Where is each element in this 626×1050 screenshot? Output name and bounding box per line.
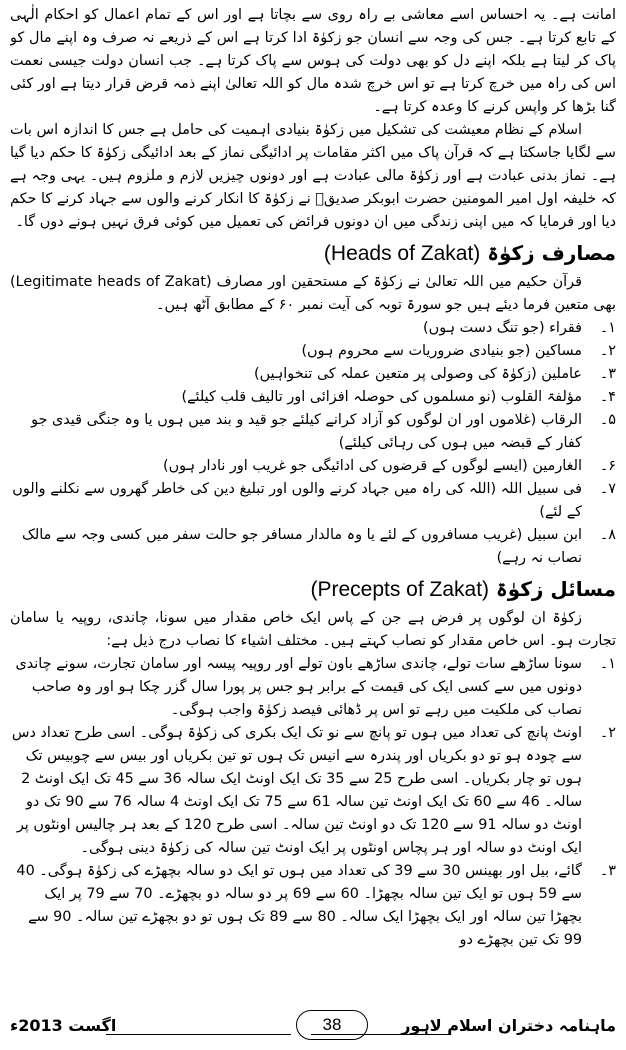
- heads-list: [10, 317, 616, 570]
- list-number: ۷۔: [599, 481, 616, 497]
- list-item: [10, 722, 616, 860]
- list-number: ۶۔: [599, 458, 616, 474]
- list-text: گائے، بیل اور بھینس 30 سے 39 کی تعداد میں ہوں تو ایک دو سالہ بچھڑے کی زکوٰۃ ہوگی۔ 40 سے 59 ہوں تو ایک تین سالہ بچھڑا۔ 60 سے 69 پر دو سالہ دو بچھڑے۔ 70 سے 79 پر ایک بچھڑا تین سالہ اور ایک بچھڑا ایک سالہ۔ 80 سے 89 تک ہوں تو دو بچھڑے تین سالہ۔ 90 سے 99 تک تین بچھڑے دو: [16, 863, 582, 948]
- list-number: ۲۔: [599, 343, 616, 359]
- list-text: سونا ساڑھے سات تولے، چاندی ساڑھے باون تولے اور روپیہ پیسہ اور سامان تجارت، سونے چاندی دونوں میں سے کسی ایک کی قیمت کے برابر ہو جس پر پورا سال گزر چکا ہو اور وہ صاحب نصاب کی ملکیت میں رہے تو اس پر ڈھائی فیصد زکوٰۃ واجب ہوگی۔: [15, 656, 582, 718]
- heading-english: (Precepts of Zakat): [310, 578, 490, 601]
- page-footer: [10, 1004, 616, 1044]
- list-text: فی سبیل اللہ (اللہ کی راہ میں جہاد کرنے والوں اور تبلیغ دین کی خاطر گھروں سے نکلنے والوں کے لئے): [12, 481, 582, 520]
- heading-urdu: مسائل زکوٰۃ: [496, 577, 616, 601]
- heading-english: (Heads of Zakat): [323, 242, 481, 265]
- list-text: مؤلفۃ القلوب (نو مسلموں کی حوصلہ افزائی اور تالیف قلب کیلئے): [181, 389, 582, 405]
- list-text: الرقاب (غلاموں اور ان لوگوں کو آزاد کرانے کیلئے جو قید و بند میں ہوں یا وہ جنگی قیدی جو کفار کے قبضہ میں ہوں کی رہائی کیلئے): [31, 412, 582, 451]
- list-item: [10, 860, 616, 952]
- list-text: مساکین (جو بنیادی ضروریات سے محروم ہوں): [301, 343, 582, 359]
- article-page: [10, 4, 616, 1004]
- journal-name: ماہنامہ دختران اسلام لاہور: [401, 1016, 616, 1035]
- intro-paragraph: امانت ہے۔ یہ احساس اسے معاشی بے راہ روی سے بچاتا ہے اور اس کے تمام اعمال کو احکام الٰہی کے تابع کرتا ہے۔ جس کی وجہ سے انسان جو زکوٰۃ ادا کرتا ہے اس کے ذریعے نہ صرف وہ اپنے مال کو پاک کر لیتا ہے بلکہ اپنے دل کو بھی دولت کی ہوس سے پاک کرتا ہے۔ جب انسان دولت جیسی نعمت اس کی راہ میں خرچ کرتا ہے تو اس خرچ شدہ مال کو اللہ تعالیٰ اپنے ذمہ قرض قرار دیتا ہے اور کئی گنا بڑھا کر واپس کرنے کا وعدہ کرتا ہے۔: [10, 7, 616, 115]
- list-item: [10, 340, 616, 363]
- list-item: [10, 409, 616, 455]
- list-text: ابن سبیل (غریب مسافروں کے لئے یا وہ مالدار مسافر جو حالت سفر میں کسی وجہ سے مالک نصاب نہ رہے): [21, 527, 582, 566]
- heads-intro: قرآن حکیم میں اللہ تعالیٰ نے زکوٰۃ کے مستحقین اور مصارف (Legitimate heads of Zakat) بھی متعین فرما دیئے ہیں جو سورۃ توبہ کی آیت نمبر ۶۰ کے مطابق آٹھ ہیں۔: [10, 274, 616, 313]
- list-text: الغارمین (ایسے لوگوں کے قرضوں کی ادائیگی جو غریب اور نادار ہوں): [162, 458, 582, 474]
- list-number: ۲۔: [599, 725, 616, 741]
- precepts-intro: زکوٰۃ ان لوگوں پر فرض ہے جن کے پاس ایک خاص مقدار میں سونا، چاندی، روپیہ یا سامان تجارت ہو۔ اس خاص مقدار کو نصاب کہتے ہیں۔ مختلف اشیاء کا نصاب درج ذیل ہے:: [10, 610, 616, 649]
- list-item: [10, 363, 616, 386]
- intro-paragraph: اسلام کے نظام معیشت کی تشکیل میں زکوٰۃ بنیادی اہمیت کی حامل ہے جس کا اندازہ اس بات سے لگایا جاسکتا ہے کہ قرآن پاک میں اکثر مقامات پر ادائیگی نماز کے بعد ادائیگی زکوٰۃ کا حکم دیا گیا ہے۔ نماز بدنی عبادت ہے اور زکوٰۃ مالی عبادت ہے اور دونوں چیزیں لازم و ملزوم ہیں۔ یہی وجہ ہے کہ خلیفہ اول امیر المومنین حضرت ابوبکر صدیقؓ نے زکوٰۃ کا انکار کرنے والوں سے جہاد کرنے کا حکم دیا اور فرمایا کہ میں اپنی زندگی میں ان دونوں فرائض کی تعمیل میں کوئی فرق نہیں ہونے دوں گا۔: [10, 122, 616, 230]
- list-item: [10, 317, 616, 340]
- list-item: [10, 455, 616, 478]
- list-text: فقراء (جو تنگ دست ہوں): [423, 320, 582, 336]
- list-number: ۱۔: [599, 656, 616, 672]
- heading-urdu: مصارف زکوٰۃ: [487, 241, 616, 265]
- list-number: ۴۔: [599, 389, 616, 405]
- list-number: ۱۔: [599, 320, 616, 336]
- list-number: ۸۔: [599, 527, 616, 543]
- precepts-list: [10, 653, 616, 952]
- list-item: [10, 653, 616, 722]
- list-text: عاملین (زکوٰۃ کی وصولی پر متعین عملہ کی تنخواہیں): [253, 366, 582, 382]
- list-item: [10, 524, 616, 570]
- list-number: ۳۔: [599, 863, 616, 879]
- issue-date: اگست 2013ء: [10, 1016, 117, 1035]
- list-item: [10, 478, 616, 524]
- list-item: [10, 386, 616, 409]
- list-number: ۵۔: [599, 412, 616, 428]
- page-number: 38: [296, 1010, 368, 1040]
- list-number: ۳۔: [599, 366, 616, 382]
- section-heading-heads-of-zakat: [10, 238, 616, 269]
- section-heading-precepts-of-zakat: [10, 574, 616, 605]
- list-text: اونٹ پانچ کی تعداد میں ہوں تو پانچ سے نو تک ایک بکری کی زکوٰۃ ہوگی۔ اسی طرح تعداد دس سے چودہ ہو تو دو بکریاں اور پندرہ سے انیس تک ہوں تو تین بکریاں اور بیس سے چوبیس تک ہوں تو چار بکریاں۔ اسی طرح 25 سے 35 تک ایک اونٹ ایک سالہ 36 سے 45 تک ایک اونٹ 2 سالہ۔ 46 سے 60 تک ایک اونٹ تین سالہ 61 سے 75 تک ایک اونٹ 4 سالہ 76 سے 90 تک دو اونٹ دو سالہ 91 سے 120 تک دو اونٹ تین سالہ۔ اسی طرح 120 کے بعد ہر چالیس اونٹوں پر ایک اونٹ دو سالہ اور ہر پچاس اونٹوں پر ایک اونٹ تین سالہ کی زکوٰۃ دینی ہوگی۔: [11, 725, 582, 856]
- footer-rule: [106, 1034, 291, 1035]
